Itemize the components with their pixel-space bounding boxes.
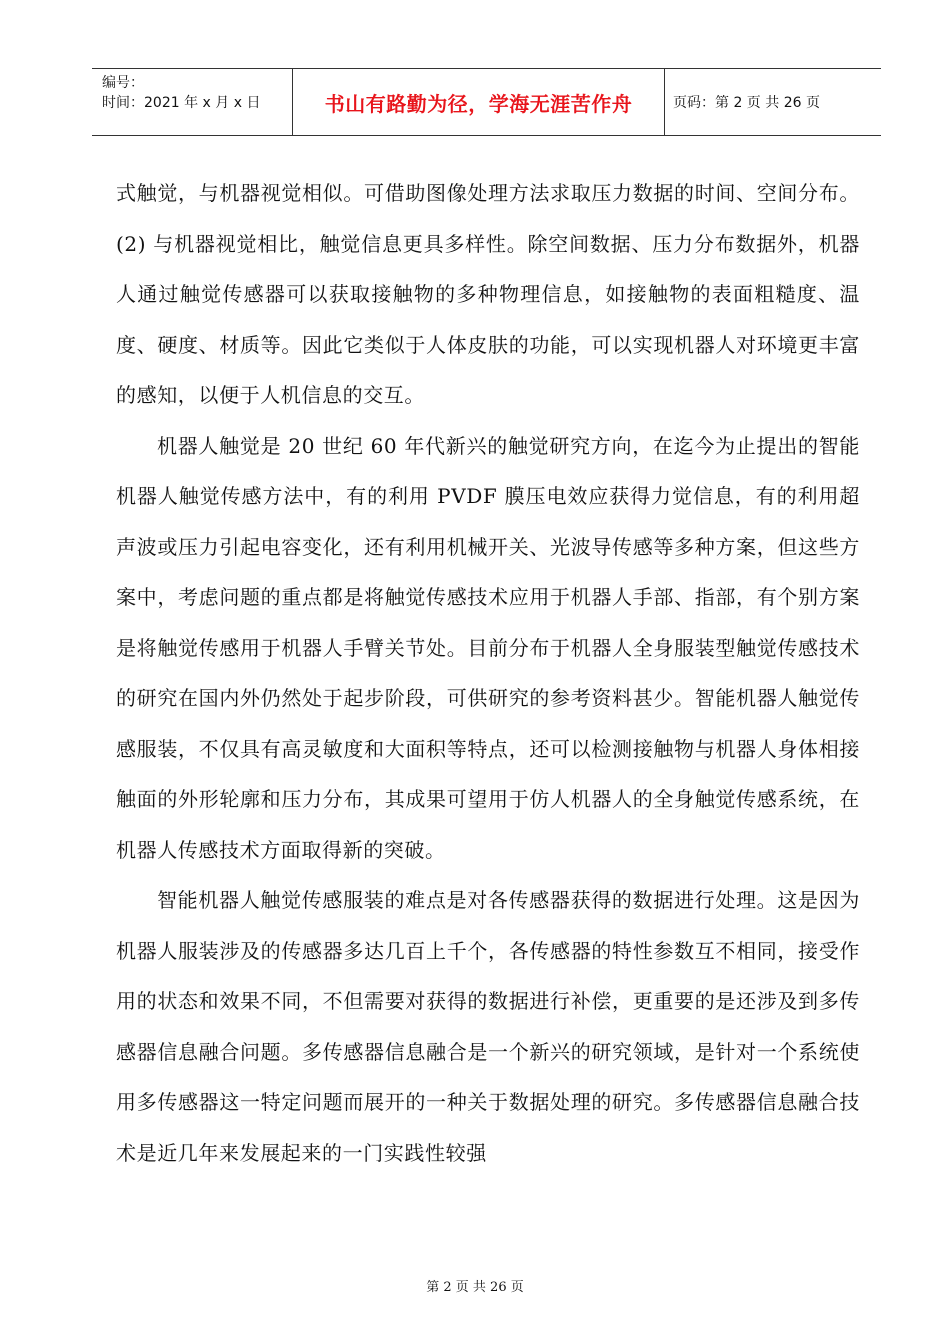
document-number-label: 编号：	[102, 75, 144, 91]
page-footer: 第 2 页 共 26 页	[426, 1280, 524, 1295]
body-paragraph-3: 智能机器人触觉传感服装的难点是对各传感器获得的数据进行处理。这是因为机器人服装涉及的传感器多达几百上千个，各传感器的特性参数互不相同，接受作用的状态和效果不同，不但需要对获得的数据进行补偿，更重要的是还涉及到多传感器信息融合问题。多传感器信息融合是一个新兴的研究领域，是针对一个系统使用多传感器这一特定问题而展开的一种关于数据处理的研究。多传感器信息融合技术是近几年来发展起来的一门实践性较强	[116, 888, 860, 1165]
header-meta	[92, 69, 293, 135]
header-page-number: 页码：第 2 页 共 26 页	[673, 95, 820, 111]
document-body	[116, 168, 860, 1178]
body-paragraph-1: 式触觉，与机器视觉相似。可借助图像处理方法求取压力数据的时间、空间分布。(2) 与机器视觉相比，触觉信息更具多样性。除空间数据、压力分布数据外，机器人通过触觉传感器可以获取接触物的多种物理信息，如接触物的表面粗糙度、温度、硬度、材质等。因此它类似于人体皮肤的功能，可以实现机器人对环境更丰富的感知，以便于人机信息的交互。	[116, 181, 860, 407]
header-motto: 书山有路勤为径，学海无涯苦作舟	[293, 69, 665, 135]
body-paragraph-2: 机器人触觉是 20 世纪 60 年代新兴的触觉研究方向，在迄今为止提出的智能机器人触觉传感方法中，有的利用 PVDF 膜压电效应获得力觉信息，有的利用超声波或压力引起电容变化，还有利用机械开关、光波导传感等多种方案，但这些方案中，考虑问题的重点都是将触觉传感技术应用于机器人手部、指部，有个别方案是将触觉传感用于机器人手臂关节处。目前分布于机器人全身服装型触觉传感技术的研究在国内外仍然处于起步阶段，可供研究的参考资料甚少。智能机器人触觉传感服装，不仅具有高灵敏度和大面积等特点，还可以检测接触物与机器人身体相接触面的外形轮廓和压力分布，其成果可望用于仿人机器人的全身触觉传感系统，在机器人传感技术方面取得新的突破。	[116, 433, 860, 862]
document-time-label: 时间：2021 年 x 月 x 日	[102, 95, 261, 111]
page-header	[92, 68, 881, 136]
